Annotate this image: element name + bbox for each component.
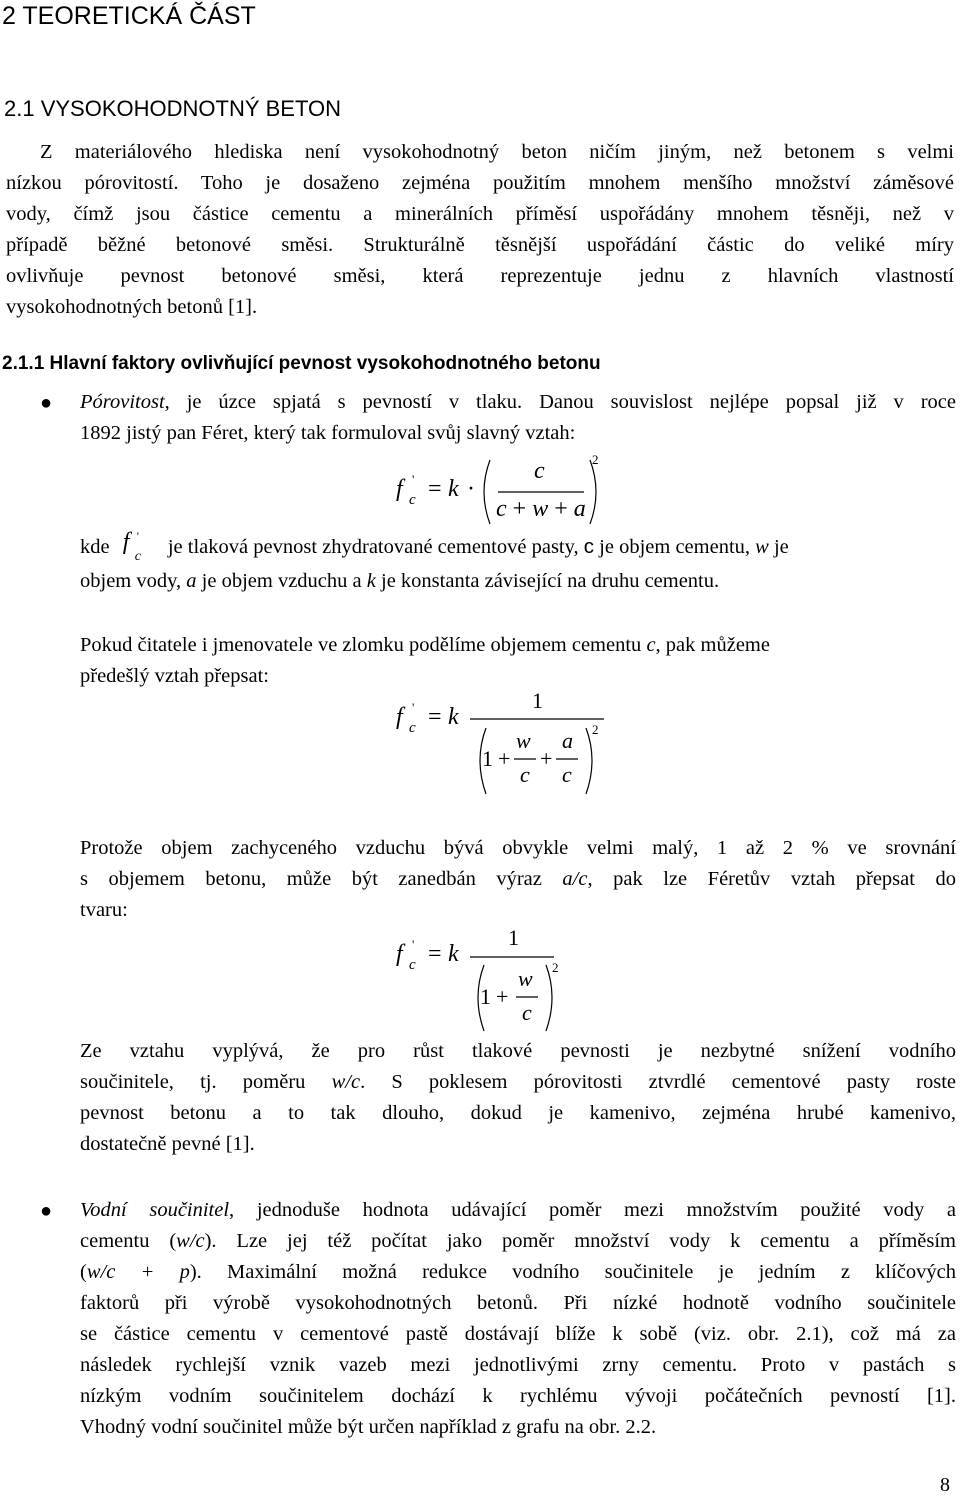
var-wc: w/c <box>331 1071 361 1093</box>
text-span: , je úzce spjatá s pevností v tlaku. Danou souvislost nejlépe popsal již v roce <box>164 391 956 413</box>
bullet-marker: ● <box>40 392 53 414</box>
eq-exponent: 2 <box>592 452 599 467</box>
text-block <box>80 833 956 926</box>
text-line: nízkým vodním součinitelem dochází k rychlému vývoji počátečních pevností [1]. <box>80 1385 956 1407</box>
text-line: tvaru: <box>80 899 128 921</box>
feret-equation-1 <box>396 452 636 528</box>
eq-var-w: w <box>518 966 533 991</box>
inline-fc-symbol <box>122 529 157 564</box>
eq-var-c: c <box>496 496 507 522</box>
term-vodni-soucinitel: Vodní součinitel <box>80 1199 230 1221</box>
eq-fraction-lines <box>466 925 566 1035</box>
var-w: w <box>755 536 769 558</box>
text-line <box>80 529 789 563</box>
eq-denominator <box>496 496 586 523</box>
text-block <box>80 1036 956 1160</box>
eq-numerator-1: 1 <box>532 688 543 713</box>
term-porovitost: Pórovitost <box>80 391 165 413</box>
text-line: vysokohodnotných betonů [1]. <box>6 296 258 318</box>
text-line: Protože objem zachyceného vzduchu bývá obvykle velmi malý, 1 až 2 % ve srovnání <box>80 837 956 859</box>
eq-exponent: 2 <box>592 722 599 737</box>
text-span: je <box>773 536 789 558</box>
text-line: Vhodný vodní součinitel může být určen například z grafu na obr. 2.2. <box>80 1416 657 1438</box>
text-line: 1892 jistý pan Féret, který tak formuloval svůj slavný vztah: <box>80 422 576 444</box>
eq-var-w: w <box>532 496 549 522</box>
text-line: vody, čímž jsou částice cementu a minerálních příměsí uspořádány mnohem těsněji, než v <box>6 203 954 225</box>
text-line <box>80 1067 956 1098</box>
chapter-heading: 2 TEORETICKÁ ČÁST <box>2 2 256 30</box>
text-line: Z materiálového hlediska není vysokohodnotný beton ničím jiným, než betonem s velmi <box>40 141 954 163</box>
text-span: s objemem betonu, může být zanedbán výraz <box>80 868 542 890</box>
eq-prime: ' <box>136 529 139 543</box>
eq-prime: ' <box>412 472 415 487</box>
eq-one: 1 <box>482 746 493 771</box>
section-heading: 2.1 VYSOKOHODNOTNÝ BETON <box>4 96 342 121</box>
eq-var-a: a <box>573 496 586 522</box>
eq-exponent: 2 <box>552 960 559 975</box>
var-c: c <box>583 535 595 558</box>
text-line: Ze vztahu vyplývá, že pro růst tlakové pevnosti je nezbytné snížení vodního <box>80 1040 956 1062</box>
eq-prime: ' <box>412 937 415 952</box>
eq-plus: + <box>554 496 568 522</box>
eq-symbol-f: f <box>396 941 403 967</box>
text-span: je objem cementu, <box>599 536 751 558</box>
text-span: , pak lze Féretův vztah přepsat do <box>587 868 956 890</box>
eq-fraction-lines <box>466 690 616 800</box>
eq-plus: + <box>540 746 553 771</box>
var-wc: w/c <box>176 1230 205 1252</box>
bullet-porovitost-text <box>80 387 956 449</box>
var-ac: a/c <box>562 868 588 890</box>
eq-plus: + <box>496 984 509 1009</box>
eq-equals: = <box>428 941 442 967</box>
text-span: ). Lze jej též počítat jako poměr množství vody k cementu a příměsím <box>204 1230 956 1252</box>
eq-symbol-k: k <box>448 704 459 730</box>
text-line <box>80 1257 956 1288</box>
eq-symbol-f: f <box>122 529 130 555</box>
eq-subscript-c: c <box>409 492 416 508</box>
eq-one: 1 <box>480 984 491 1009</box>
var-wcp: w/c + p <box>86 1261 190 1283</box>
text-line: faktorů při výrobě vysokohodnotných betonů. Při nízké hodnotě vodního součinitele <box>80 1292 956 1314</box>
eq-numerator-c: c <box>534 458 545 484</box>
eq-numerator-1: 1 <box>508 925 519 950</box>
bullet-vodni-soucinitel-text <box>80 1195 956 1443</box>
text-line <box>80 864 956 895</box>
subsection-heading: 2.1.1 Hlavní faktory ovlivňující pevnost vysokohodnotného betonu <box>2 353 601 374</box>
eq-prime: ' <box>412 700 415 715</box>
var-k: k <box>366 570 376 592</box>
text-span: je konstanta závisející na druhu cementu. <box>381 570 720 592</box>
feret-equation-2 <box>396 690 616 800</box>
feret-equation-3 <box>396 925 586 1035</box>
text-span: . S poklesem pórovitosti ztvrdlé cementové pasty roste <box>360 1071 956 1093</box>
eq-equals: = <box>428 704 442 730</box>
text-span: je objem vzduchu a <box>201 570 362 592</box>
eq-dot: · <box>467 476 475 502</box>
eq-subscript-c: c <box>134 549 141 564</box>
eq-symbol-f: f <box>396 704 403 730</box>
text-line <box>80 566 719 597</box>
page-number: 8 <box>940 1474 950 1496</box>
var-c: c <box>646 634 656 656</box>
text-span: součinitele, tj. poměru <box>80 1071 306 1093</box>
eq-var-a: a <box>562 728 573 753</box>
eq-symbol-k: k <box>448 941 459 967</box>
text-line <box>80 1195 956 1226</box>
eq-symbol-f: f <box>396 476 403 502</box>
text-line: dostatečně pevné [1]. <box>80 1133 255 1155</box>
text-span: objem vody, <box>80 570 182 592</box>
eq-var-w: w <box>516 728 531 753</box>
text-line: předešlý vztah přepsat: <box>80 665 269 687</box>
eq-plus: + <box>512 496 527 522</box>
text-line <box>80 630 770 661</box>
text-line <box>80 387 956 418</box>
text-span: ). Maximální možná redukce vodního součinitele je jedním z klíčových <box>189 1261 956 1283</box>
text-span: , jednoduše hodnota udávající poměr mezi množstvím použité vody a <box>229 1199 956 1221</box>
text-span: kde <box>80 536 110 558</box>
var-a: a <box>186 570 197 592</box>
text-line: ovlivňuje pevnost betonové směsi, která reprezentuje jednu z hlavních vlastností <box>6 265 954 287</box>
eq-subscript-c: c <box>409 957 416 973</box>
text-line: pevnost betonu a to tak dlouho, dokud je kamenivo, zejména hrubé kamenivo, <box>80 1102 956 1124</box>
eq-equals: = <box>428 476 442 502</box>
text-span: , pak můžeme <box>655 634 770 656</box>
text-line: následek rychlejší vznik vazeb mezi jednotlivými zrny cementu. Proto v pastách s <box>80 1354 956 1376</box>
bullet-marker: ● <box>40 1200 53 1222</box>
eq-symbol-k: k <box>448 476 459 502</box>
eq-subscript-c: c <box>409 720 416 736</box>
eq-var-c: c <box>520 762 530 787</box>
text-line <box>80 1226 956 1257</box>
text-span: cementu ( <box>80 1230 177 1252</box>
text-line: nízkou pórovitostí. Toho je dosaženo zejména použitím mnohem menšího množství záměsové <box>6 172 954 194</box>
text-span: je tlaková pevnost zhydratované cementové pasty, <box>167 536 579 558</box>
text-line: se částice cementu v cementové pastě dostávají blíže k sobě (viz. obr. 2.1), což má za <box>80 1323 956 1345</box>
text-span: ( <box>80 1261 87 1283</box>
eq-var-c: c <box>562 762 572 787</box>
eq-plus: + <box>498 746 511 771</box>
eq-var-c: c <box>522 1000 532 1025</box>
text-span: Pokud čitatele i jmenovatele ve zlomku podělíme objemem cementu <box>80 634 642 656</box>
text-line: případě běžné betonové směsi. Strukturálně těsnější uspořádání částic do veliké míry <box>6 234 954 256</box>
intro-paragraph <box>6 137 954 323</box>
